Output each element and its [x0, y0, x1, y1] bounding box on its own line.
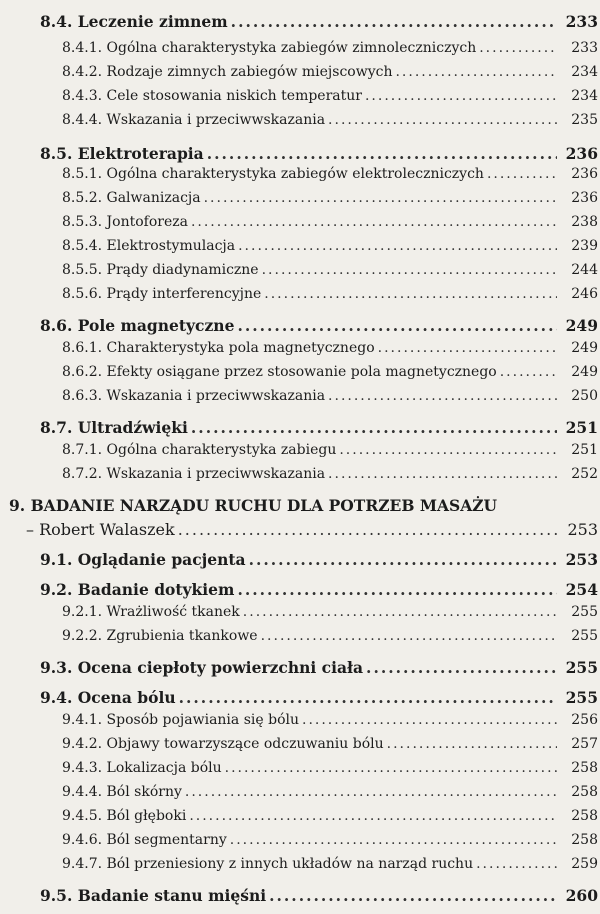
toc-entry [0, 550, 600, 572]
toc-entry-title: 8.6.1. Charakterystyka pola magnetycznego [62, 340, 375, 356]
toc-entry-title: 8.7. Ultradźwięki [40, 418, 188, 437]
toc-entry-title: 8.5.3. Jontoforeza [62, 214, 188, 230]
toc-entry-page: 246 [571, 286, 598, 302]
dot-leader [204, 190, 557, 206]
dot-leader [237, 580, 557, 599]
toc-entry-title: 8.7.2. Wskazania i przeciwwskazania [62, 466, 326, 482]
toc-entry-title: 8.6. Pole magnetyczne [40, 316, 235, 335]
toc-entry [0, 580, 600, 602]
toc-entry-title: 9.4.7. Ból przeniesiony z innych układów na narząd ruchu [62, 856, 474, 872]
toc-entry-title: 8.5.6. Prądy interferencyjne [62, 286, 262, 302]
toc-entry-page: 234 [571, 88, 598, 104]
toc-entry-page: 259 [571, 856, 598, 872]
toc-entry [0, 418, 600, 440]
toc-entry-page: 257 [571, 736, 598, 752]
toc-entry-page: 258 [571, 760, 598, 776]
toc-entry-page: 255 [571, 604, 598, 620]
toc-entry-page: 255 [571, 628, 598, 644]
toc-entry [0, 886, 600, 908]
toc-entry-title: 8.7.1. Ogólna charakterystyka zabiegu [62, 442, 337, 458]
dot-leader [264, 286, 557, 302]
toc-entry-title: 9.3. Ocena ciepłoty powierzchni ciała [40, 658, 364, 677]
toc-entry-title: 8.4. Leczenie zimnem [40, 12, 228, 31]
toc-entry-page: 234 [571, 64, 598, 80]
dot-leader [237, 316, 557, 335]
toc-entry [0, 64, 600, 86]
toc-entry-title: 8.5.4. Elektrostymulacja [62, 238, 236, 254]
toc-entry [0, 214, 600, 236]
toc-entry-page: 250 [571, 388, 598, 404]
toc-entry-title: 9.4.4. Ból skórny [62, 784, 182, 800]
toc-entry-page: 236 [565, 144, 598, 163]
toc-entry-title: 8.4.1. Ogólna charakterystyka zabiegów zimnoleczniczych [62, 40, 477, 56]
dot-leader [476, 856, 557, 872]
toc-entry-title: 9.4.5. Ból głęboki [62, 808, 187, 824]
toc-entry-page: 249 [565, 316, 598, 335]
toc-entry-title: 9.2.2. Zgrubienia tkankowe [62, 628, 258, 644]
toc-entry [0, 88, 600, 110]
dot-leader [230, 832, 557, 848]
toc-entry [0, 112, 600, 134]
toc-entry-page: 253 [565, 550, 598, 569]
toc-entry [0, 628, 600, 650]
dot-leader [487, 166, 557, 182]
toc-entry-title: 8.5. Elektroterapia [40, 144, 204, 163]
toc-entry [0, 166, 600, 188]
dot-leader [249, 550, 557, 569]
toc-entry-page: 256 [571, 712, 598, 728]
toc-entry [0, 238, 600, 260]
toc-entry [0, 12, 600, 34]
dot-leader [500, 364, 557, 380]
dot-leader [366, 658, 557, 677]
toc-entry [0, 784, 600, 806]
toc-entry-title: 9.2.1. Wrażliwość tkanek [62, 604, 240, 620]
dot-leader [189, 808, 557, 824]
dot-leader [328, 388, 557, 404]
dot-leader [262, 262, 557, 278]
dot-leader [339, 442, 557, 458]
toc-entry [0, 856, 600, 878]
toc-entry-page: 249 [571, 340, 598, 356]
dot-leader [395, 64, 557, 80]
toc-entry [0, 466, 600, 488]
toc-entry-page: 255 [565, 688, 598, 707]
toc-entry-page: 235 [571, 112, 598, 128]
dot-leader [207, 144, 557, 163]
toc-entry-page: 249 [571, 364, 598, 380]
toc-entry [0, 736, 600, 758]
toc-entry-title: 9.4.1. Sposób pojawiania się bólu [62, 712, 299, 728]
toc-entry-title: 9.5. Badanie stanu mięśni [40, 886, 267, 905]
toc-entry [0, 388, 600, 410]
toc-entry-page: 251 [565, 418, 598, 437]
toc-entry-title: 8.5.2. Galwanizacja [62, 190, 201, 206]
toc-entry [0, 40, 600, 62]
toc-entry-page: 258 [571, 808, 598, 824]
toc-entry [0, 316, 600, 338]
toc-entry-title: 8.5.5. Prądy diadynamiczne [62, 262, 259, 278]
toc-entry-page: 260 [565, 886, 598, 905]
toc-entry-page: 244 [571, 262, 598, 278]
dot-leader [191, 418, 557, 437]
toc-entry [0, 496, 600, 518]
toc-entry-title: – Robert Walaszek [26, 520, 175, 539]
dot-leader [365, 88, 557, 104]
toc-entry-page: 233 [571, 40, 598, 56]
toc-entry-page: 233 [565, 12, 598, 31]
toc-entry [0, 760, 600, 782]
toc-entry-title: 8.4.4. Wskazania i przeciwwskazania [62, 112, 326, 128]
toc-entry [0, 190, 600, 212]
dot-leader [185, 784, 557, 800]
toc-entry-title: 9.4.2. Objawy towarzyszące odczuwaniu bólu [62, 736, 384, 752]
toc-entry-page: 252 [571, 466, 598, 482]
dot-leader [225, 760, 557, 776]
dot-leader [302, 712, 557, 728]
toc-entry-page: 254 [565, 580, 598, 599]
toc-entry [0, 712, 600, 734]
toc-entry [0, 144, 600, 166]
dot-leader [178, 520, 557, 539]
toc-entry [0, 364, 600, 386]
toc-entry-title: 8.4.2. Rodzaje zimnych zabiegów miejscowych [62, 64, 393, 80]
toc-entry [0, 520, 600, 542]
toc-entry-title: 9.1. Oglądanie pacjenta [40, 550, 246, 569]
toc-entry-page: 255 [565, 658, 598, 677]
toc-entry-title: 8.5.1. Ogólna charakterystyka zabiegów elektroleczniczych [62, 166, 484, 182]
dot-leader [387, 736, 557, 752]
toc-entry [0, 340, 600, 362]
toc-entry [0, 658, 600, 680]
toc-entry-page: 239 [571, 238, 598, 254]
toc-entry-title: 8.6.2. Efekty osiągane przez stosowanie pola magnetycznego [62, 364, 497, 380]
dot-leader [231, 12, 557, 31]
toc-entry-page: 258 [571, 832, 598, 848]
dot-leader [261, 628, 557, 644]
toc-entry-title: 9. BADANIE NARZĄDU RUCHU DLA POTRZEB MASAŻU [9, 496, 498, 515]
toc-entry-title: 8.4.3. Cele stosowania niskich temperatur [62, 88, 362, 104]
toc-entry [0, 688, 600, 710]
toc-entry-title: 9.4. Ocena bólu [40, 688, 176, 707]
dot-leader [179, 688, 557, 707]
toc-entry-title: 9.2. Badanie dotykiem [40, 580, 235, 599]
dot-leader [191, 214, 557, 230]
toc-entry-page: 236 [571, 166, 598, 182]
toc-entry [0, 604, 600, 626]
toc-entry-page: 238 [571, 214, 598, 230]
toc-entry [0, 832, 600, 854]
dot-leader [243, 604, 557, 620]
dot-leader [479, 40, 557, 56]
dot-leader [269, 886, 557, 905]
toc-entry-title: 9.4.3. Lokalizacja bólu [62, 760, 222, 776]
toc-entry-page: 253 [567, 520, 598, 539]
toc-entry-page: 236 [571, 190, 598, 206]
toc-entry [0, 442, 600, 464]
toc-entry-page: 251 [571, 442, 598, 458]
dot-leader [328, 466, 557, 482]
dot-leader [378, 340, 557, 356]
toc-entry [0, 808, 600, 830]
toc-entry [0, 262, 600, 284]
dot-leader [238, 238, 557, 254]
toc-entry-page: 258 [571, 784, 598, 800]
toc-entry-title: 8.6.3. Wskazania i przeciwwskazania [62, 388, 326, 404]
toc-entry-title: 9.4.6. Ból segmentarny [62, 832, 227, 848]
toc-entry [0, 286, 600, 308]
dot-leader [328, 112, 557, 128]
